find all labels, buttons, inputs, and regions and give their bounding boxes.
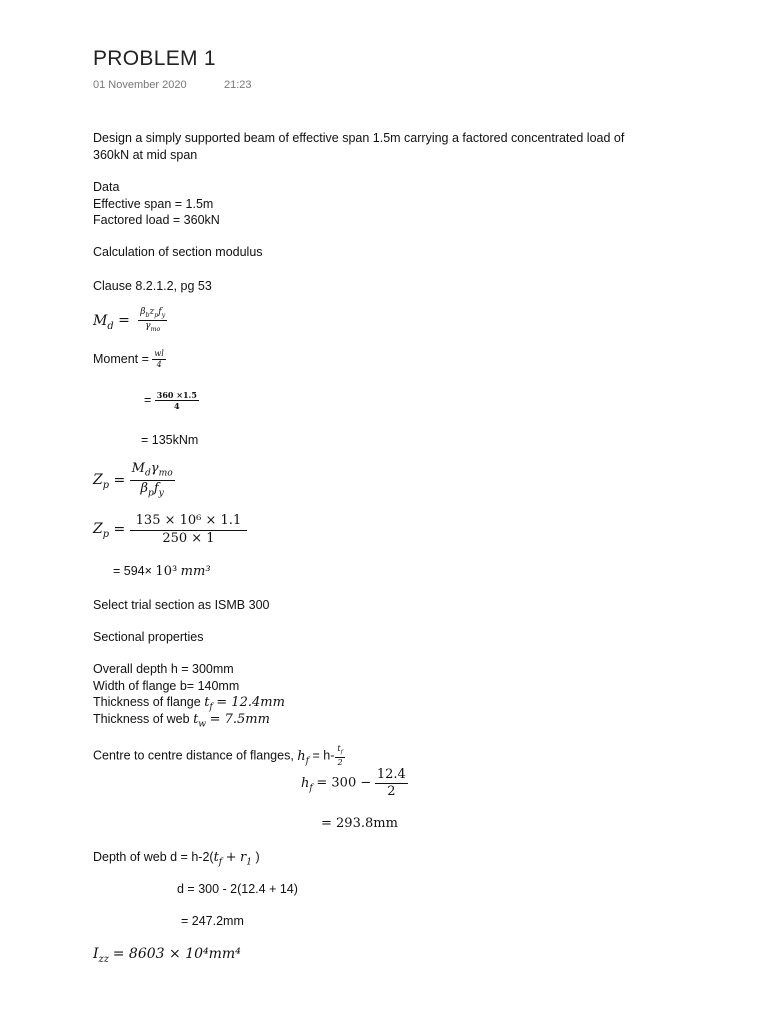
prop-tf-label: Thickness of flange bbox=[93, 695, 201, 709]
prop-tw-value: = 7.5mm bbox=[209, 712, 270, 727]
prop-tw-label: Thickness of web bbox=[93, 712, 190, 726]
zp-calc-num: 135 × 10⁶ × 1.1 bbox=[130, 514, 248, 531]
clause-ref: Clause 8.2.1.2, pg 53 bbox=[93, 279, 212, 293]
problem-line-1: Design a simply supported beam of effective span 1.5m carrying a factored concentrated load of bbox=[93, 131, 625, 145]
prop-tf-value: = 12.4mm bbox=[216, 695, 285, 710]
page-title: PROBLEM 1 bbox=[93, 47, 216, 70]
zp-result-c: mm³ bbox=[180, 564, 211, 579]
prop-depth: Overall depth h = 300mm bbox=[93, 662, 234, 676]
moment-label: Moment = bbox=[93, 352, 149, 367]
web-label: Depth of web d = h-2( bbox=[93, 850, 214, 864]
note-time: 21:23 bbox=[224, 79, 252, 91]
centre-distance: Centre to centre distance of flanges, $h_f = h-$ $\frac{t_f}{2}$ bbox=[93, 744, 343, 768]
web-plus: + bbox=[225, 850, 237, 865]
problem-line-2: 360kN at mid span bbox=[93, 148, 198, 162]
zp-equation: $Z_p$ = $\frac{M_d\gamma_{mo}}{\beta_pf_y}$ bbox=[93, 461, 173, 499]
zp-result-b: 10³ bbox=[155, 564, 178, 579]
web-close: ) bbox=[255, 850, 260, 864]
section-modulus-heading: Calculation of section modulus bbox=[93, 245, 263, 259]
centre-label: Centre to centre distance of flanges, bbox=[93, 748, 294, 763]
moment-calc-num: 360 ×1.5 bbox=[156, 390, 197, 400]
izz-equation: $I_{zz} = 8603 \times 10^4mm^4$ bbox=[93, 946, 241, 965]
moment-calc: = $\frac{360 \times 1.5}{4}$ bbox=[144, 390, 197, 412]
prop-width: Width of flange b= 140mm bbox=[93, 679, 240, 693]
hf-num: 12.4 bbox=[376, 767, 406, 782]
hf-den: 2 bbox=[387, 783, 396, 799]
prop-tf: Thickness of flange $t_f = 12.4mm$ bbox=[93, 695, 285, 713]
zp-result-a: = 594× bbox=[113, 564, 152, 578]
moment-equation bbox=[93, 350, 166, 370]
zp-calc: $Z_p$ = $\frac{\text{135 × 10⁶ × 1.1}}{250 \times 1}$ bbox=[93, 514, 247, 545]
izz-rhs: = 8603 × 10⁴mm⁴ bbox=[112, 946, 241, 962]
moment-result: = 135kNm bbox=[141, 433, 199, 447]
moment-num: wl bbox=[152, 350, 165, 360]
data-heading: Data bbox=[93, 180, 120, 194]
data-load: Factored load = 360kN bbox=[93, 213, 220, 227]
data-span: Effective span = 1.5m bbox=[93, 197, 214, 211]
hf-result: = 293.8mm bbox=[321, 816, 398, 831]
prop-tw: Thickness of web $t_w = 7.5mm$ bbox=[93, 712, 270, 730]
trial-section: Select trial section as ISMB 300 bbox=[93, 598, 270, 612]
moment-calc-den: 4 bbox=[174, 401, 180, 412]
zp-result bbox=[113, 564, 211, 579]
centre-eq-h: = h- bbox=[312, 748, 335, 763]
moment-den: 4 bbox=[156, 360, 162, 370]
zp-calc-den: 250 × 1 bbox=[162, 530, 215, 546]
web-result: = 247.2mm bbox=[181, 914, 244, 928]
hf-rhs: = 300 − bbox=[316, 775, 372, 791]
md-equation: $M_d$ = $\frac{\beta_bz_pf_y}{\gamma_{mo}}$ bbox=[93, 307, 166, 334]
web-calc: d = 300 - 2(12.4 + 14) bbox=[177, 882, 298, 896]
props-heading: Sectional properties bbox=[93, 630, 204, 644]
note-date: 01 November 2020 bbox=[93, 79, 187, 91]
web-depth: Depth of web $d = h-2(t_f + r_1$ ) bbox=[93, 850, 260, 868]
hf-equation: $h_f = 300$ − $\frac{12.4}{2}$ bbox=[301, 767, 406, 799]
